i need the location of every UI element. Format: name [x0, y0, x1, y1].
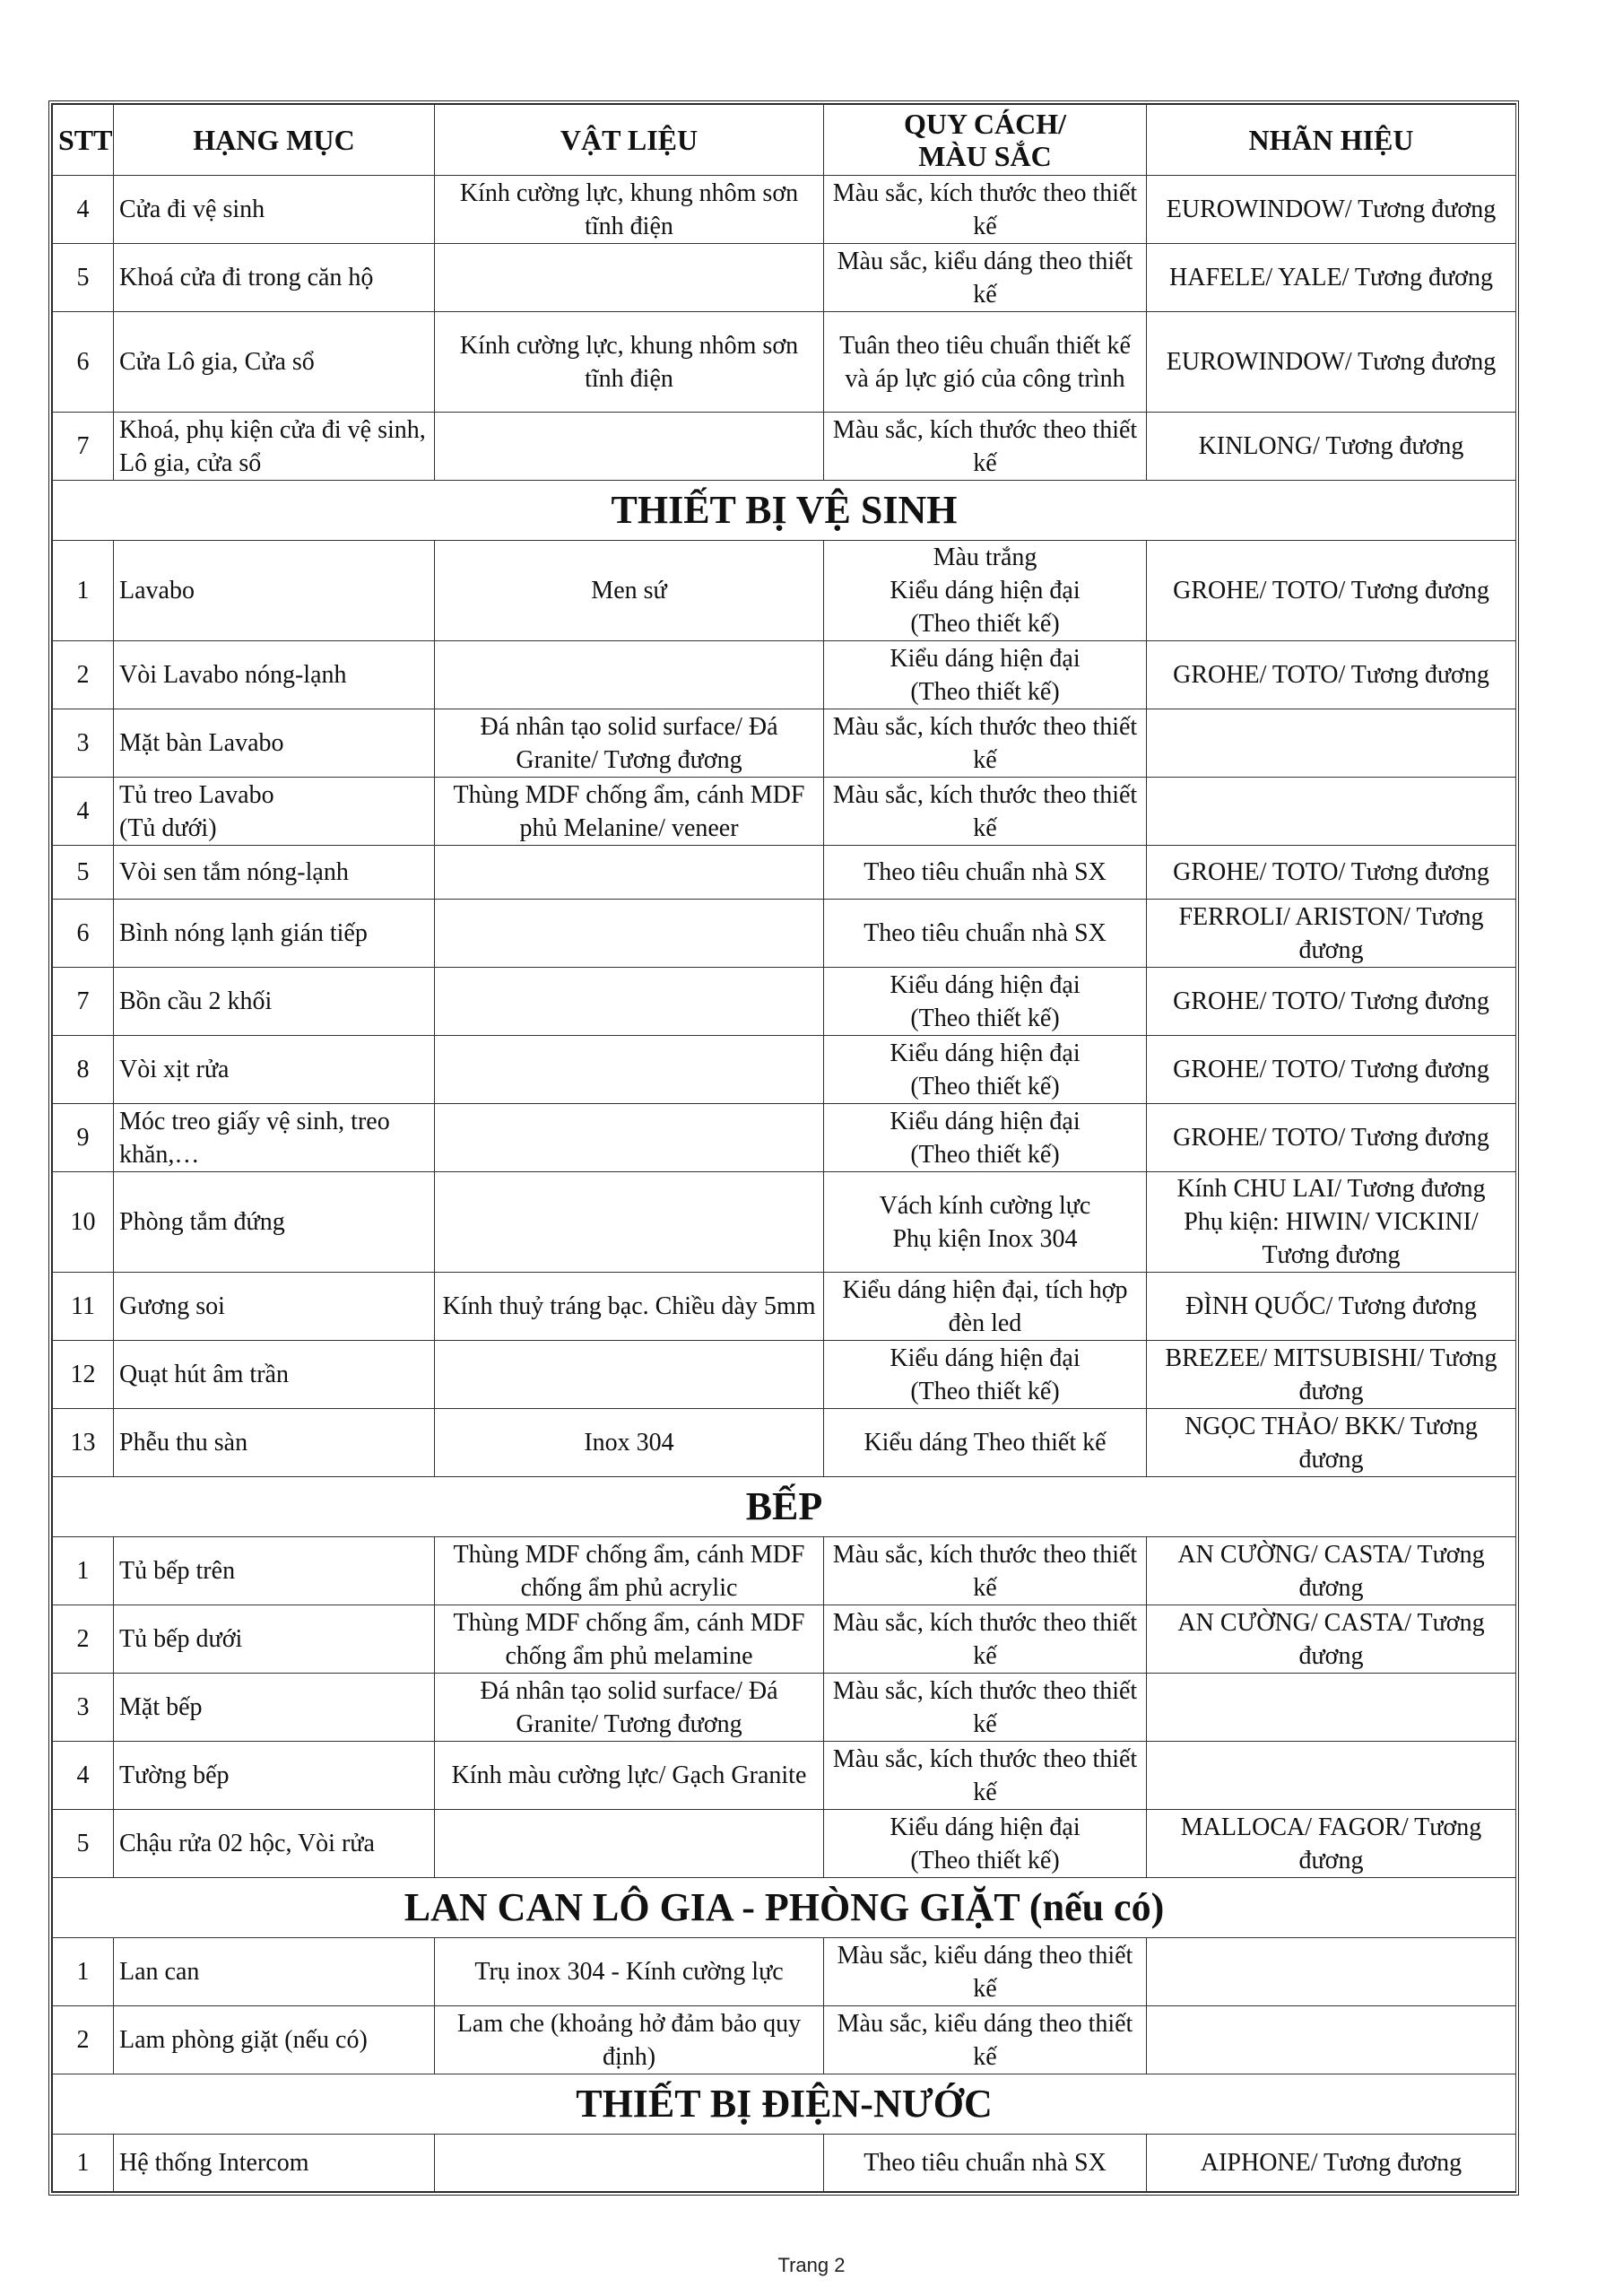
cell-brand: MALLOCA/ FAGOR/ Tương đương — [1147, 1810, 1516, 1878]
cell-spec: Màu sắc, kích thước theo thiết kế — [824, 778, 1147, 846]
col-header-spec-line2: MÀU SẮC — [918, 140, 1052, 172]
cell-stt: 7 — [53, 968, 114, 1036]
cell-material: Thùng MDF chống ẩm, cánh MDF chống ẩm phủ acrylic — [435, 1537, 824, 1605]
cell-item: Cửa đi vệ sinh — [114, 176, 435, 244]
cell-brand: NGỌC THẢO/ BKK/ Tương đương — [1147, 1409, 1516, 1477]
cell-material — [435, 2135, 824, 2192]
cell-spec: Màu sắc, kiểu dáng theo thiết kế — [824, 2006, 1147, 2074]
cell-item: Bồn cầu 2 khối — [114, 968, 435, 1036]
cell-brand: AIPHONE/ Tương đương — [1147, 2135, 1516, 2192]
cell-brand: KINLONG/ Tương đương — [1147, 413, 1516, 481]
table-row — [53, 413, 1516, 481]
material-spec-table — [52, 104, 1516, 2192]
col-header-brand: NHÃN HIỆU — [1147, 105, 1516, 176]
cell-item: Tủ bếp dưới — [114, 1605, 435, 1674]
cell-spec: Kiểu dáng hiện đại (Theo thiết kế) — [824, 968, 1147, 1036]
cell-item: Lavabo — [114, 541, 435, 641]
cell-stt: 4 — [53, 176, 114, 244]
cell-brand: ĐÌNH QUỐC/ Tương đương — [1147, 1273, 1516, 1341]
cell-material — [435, 1810, 824, 1878]
cell-material: Trụ inox 304 - Kính cường lực — [435, 1938, 824, 2006]
cell-item: Lam phòng giặt (nếu có) — [114, 2006, 435, 2074]
cell-stt: 8 — [53, 1036, 114, 1104]
table-row — [53, 641, 1516, 709]
cell-item: Phễu thu sàn — [114, 1409, 435, 1477]
cell-stt: 6 — [53, 900, 114, 968]
cell-material: Men sứ — [435, 541, 824, 641]
table-row — [53, 1537, 1516, 1605]
cell-stt: 4 — [53, 778, 114, 846]
table-row — [53, 541, 1516, 641]
table-row — [53, 1742, 1516, 1810]
cell-brand: EUROWINDOW/ Tương đương — [1147, 176, 1516, 244]
cell-material: Thùng MDF chống ẩm, cánh MDF chống ẩm phủ melamine — [435, 1605, 824, 1674]
cell-brand: AN CƯỜNG/ CASTA/ Tương đương — [1147, 1605, 1516, 1674]
cell-brand: GROHE/ TOTO/ Tương đương — [1147, 541, 1516, 641]
cell-spec: Màu sắc, kích thước theo thiết kế — [824, 1605, 1147, 1674]
cell-spec: Theo tiêu chuẩn nhà SX — [824, 846, 1147, 900]
cell-material: Kính màu cường lực/ Gạch Granite — [435, 1742, 824, 1810]
cell-spec: Màu sắc, kích thước theo thiết kế — [824, 1674, 1147, 1742]
cell-item: Vòi xịt rửa — [114, 1036, 435, 1104]
table-row — [53, 2006, 1516, 2074]
cell-spec: Màu sắc, kiểu dáng theo thiết kế — [824, 1938, 1147, 2006]
cell-brand: EUROWINDOW/ Tương đương — [1147, 312, 1516, 413]
cell-stt: 11 — [53, 1273, 114, 1341]
cell-stt: 2 — [53, 1605, 114, 1674]
cell-material: Inox 304 — [435, 1409, 824, 1477]
table-row — [53, 968, 1516, 1036]
cell-spec: Kiểu dáng Theo thiết kế — [824, 1409, 1147, 1477]
cell-stt: 1 — [53, 2135, 114, 2192]
table-row — [53, 1409, 1516, 1477]
cell-item: Gương soi — [114, 1273, 435, 1341]
cell-brand: AN CƯỜNG/ CASTA/ Tương đương — [1147, 1537, 1516, 1605]
page-number: Trang 2 — [777, 2254, 846, 2276]
section-title-electrical: THIẾT BỊ ĐIỆN-NƯỚC — [53, 2074, 1516, 2135]
cell-stt: 3 — [53, 1674, 114, 1742]
section-title-balcony: LAN CAN LÔ GIA - PHÒNG GIẶT (nếu có) — [53, 1878, 1516, 1938]
cell-stt: 4 — [53, 1742, 114, 1810]
cell-brand — [1147, 1742, 1516, 1810]
table-row — [53, 1273, 1516, 1341]
cell-item: Tủ bếp trên — [114, 1537, 435, 1605]
cell-material: Thùng MDF chống ẩm, cánh MDF phủ Melanine/ veneer — [435, 778, 824, 846]
table-row — [53, 846, 1516, 900]
section-title-sanitary: THIẾT BỊ VỆ SINH — [53, 481, 1516, 541]
cell-brand — [1147, 1938, 1516, 2006]
section-row-electrical — [53, 2074, 1516, 2135]
cell-item: Tường bếp — [114, 1742, 435, 1810]
cell-stt: 12 — [53, 1341, 114, 1409]
cell-brand: BREZEE/ MITSUBISHI/ Tương đương — [1147, 1341, 1516, 1409]
cell-material — [435, 968, 824, 1036]
cell-item: Vòi sen tắm nóng-lạnh — [114, 846, 435, 900]
cell-stt: 5 — [53, 1810, 114, 1878]
cell-item: Bình nóng lạnh gián tiếp — [114, 900, 435, 968]
cell-stt: 5 — [53, 244, 114, 312]
cell-material — [435, 641, 824, 709]
cell-item: Chậu rửa 02 hộc, Vòi rửa — [114, 1810, 435, 1878]
cell-stt: 3 — [53, 709, 114, 778]
section-row-sanitary — [53, 481, 1516, 541]
cell-spec: Màu sắc, kích thước theo thiết kế — [824, 1742, 1147, 1810]
cell-brand — [1147, 709, 1516, 778]
cell-stt: 5 — [53, 846, 114, 900]
cell-spec: Kiểu dáng hiện đại (Theo thiết kế) — [824, 641, 1147, 709]
table-row — [53, 1036, 1516, 1104]
cell-spec: Kiểu dáng hiện đại (Theo thiết kế) — [824, 1036, 1147, 1104]
cell-material — [435, 413, 824, 481]
cell-spec: Màu sắc, kích thước theo thiết kế — [824, 176, 1147, 244]
cell-material: Đá nhân tạo solid surface/ Đá Granite/ Tương đương — [435, 1674, 824, 1742]
table-row — [53, 1938, 1516, 2006]
cell-stt: 1 — [53, 1537, 114, 1605]
cell-spec: Màu trắng Kiểu dáng hiện đại (Theo thiết kế) — [824, 541, 1147, 641]
cell-spec: Kiểu dáng hiện đại (Theo thiết kế) — [824, 1104, 1147, 1172]
cell-stt: 1 — [53, 1938, 114, 2006]
section-row-balcony — [53, 1878, 1516, 1938]
cell-material — [435, 846, 824, 900]
cell-material: Kính cường lực, khung nhôm sơn tĩnh điện — [435, 312, 824, 413]
table-row — [53, 1605, 1516, 1674]
cell-brand: FERROLI/ ARISTON/ Tương đương — [1147, 900, 1516, 968]
section-title-kitchen: BẾP — [53, 1477, 1516, 1537]
cell-brand: GROHE/ TOTO/ Tương đương — [1147, 846, 1516, 900]
table-row — [53, 1172, 1516, 1273]
cell-brand: Kính CHU LAI/ Tương đương Phụ kiện: HIWIN/ VICKINI/ Tương đương — [1147, 1172, 1516, 1273]
cell-spec: Màu sắc, kích thước theo thiết kế — [824, 1537, 1147, 1605]
table-row — [53, 709, 1516, 778]
col-header-stt: STT — [53, 105, 114, 176]
cell-brand: GROHE/ TOTO/ Tương đương — [1147, 1104, 1516, 1172]
spec-table-frame — [48, 100, 1519, 2196]
table-row — [53, 1674, 1516, 1742]
table-row — [53, 312, 1516, 413]
cell-spec: Vách kính cường lực Phụ kiện Inox 304 — [824, 1172, 1147, 1273]
cell-item: Phòng tắm đứng — [114, 1172, 435, 1273]
cell-item: Cửa Lô gia, Cửa sổ — [114, 312, 435, 413]
cell-brand — [1147, 778, 1516, 846]
cell-material — [435, 900, 824, 968]
cell-brand — [1147, 1674, 1516, 1742]
cell-spec: Màu sắc, kích thước theo thiết kế — [824, 413, 1147, 481]
cell-spec: Màu sắc, kiểu dáng theo thiết kế — [824, 244, 1147, 312]
col-header-material: VẬT LIỆU — [435, 105, 824, 176]
cell-item: Mặt bàn Lavabo — [114, 709, 435, 778]
cell-item: Tủ treo Lavabo (Tủ dưới) — [114, 778, 435, 846]
cell-material: Đá nhân tạo solid surface/ Đá Granite/ Tương đương — [435, 709, 824, 778]
col-header-item: HẠNG MỤC — [114, 105, 435, 176]
cell-spec: Màu sắc, kích thước theo thiết kế — [824, 709, 1147, 778]
cell-item: Móc treo giấy vệ sinh, treo khăn,… — [114, 1104, 435, 1172]
table-row — [53, 900, 1516, 968]
cell-item: Khoá, phụ kiện cửa đi vệ sinh, Lô gia, cửa sổ — [114, 413, 435, 481]
table-row — [53, 1810, 1516, 1878]
cell-stt: 2 — [53, 641, 114, 709]
table-row — [53, 176, 1516, 244]
cell-spec: Theo tiêu chuẩn nhà SX — [824, 2135, 1147, 2192]
col-header-spec — [824, 105, 1147, 176]
cell-spec: Kiểu dáng hiện đại (Theo thiết kế) — [824, 1810, 1147, 1878]
cell-brand: HAFELE/ YALE/ Tương đương — [1147, 244, 1516, 312]
cell-stt: 13 — [53, 1409, 114, 1477]
cell-stt: 10 — [53, 1172, 114, 1273]
cell-stt: 6 — [53, 312, 114, 413]
table-body — [53, 176, 1516, 2192]
cell-item: Vòi Lavabo nóng-lạnh — [114, 641, 435, 709]
cell-spec: Kiểu dáng hiện đại, tích hợp đèn led — [824, 1273, 1147, 1341]
cell-material — [435, 244, 824, 312]
table-row — [53, 1104, 1516, 1172]
cell-brand: GROHE/ TOTO/ Tương đương — [1147, 968, 1516, 1036]
cell-spec: Theo tiêu chuẩn nhà SX — [824, 900, 1147, 968]
cell-item: Hệ thống Intercom — [114, 2135, 435, 2192]
cell-material — [435, 1036, 824, 1104]
cell-brand: GROHE/ TOTO/ Tương đương — [1147, 641, 1516, 709]
cell-material — [435, 1341, 824, 1409]
cell-item: Khoá cửa đi trong căn hộ — [114, 244, 435, 312]
cell-stt: 7 — [53, 413, 114, 481]
cell-brand: GROHE/ TOTO/ Tương đương — [1147, 1036, 1516, 1104]
cell-item: Lan can — [114, 1938, 435, 2006]
cell-material: Kính cường lực, khung nhôm sơn tĩnh điện — [435, 176, 824, 244]
cell-material — [435, 1104, 824, 1172]
cell-spec: Kiểu dáng hiện đại (Theo thiết kế) — [824, 1341, 1147, 1409]
cell-item: Quạt hút âm trần — [114, 1341, 435, 1409]
cell-item: Mặt bếp — [114, 1674, 435, 1742]
table-row — [53, 2135, 1516, 2192]
cell-material — [435, 1172, 824, 1273]
cell-material: Lam che (khoảng hở đảm bảo quy định) — [435, 2006, 824, 2074]
cell-stt: 2 — [53, 2006, 114, 2074]
section-row-kitchen — [53, 1477, 1516, 1537]
table-row — [53, 1341, 1516, 1409]
cell-stt: 9 — [53, 1104, 114, 1172]
table-row — [53, 778, 1516, 846]
table-row — [53, 244, 1516, 312]
cell-spec: Tuân theo tiêu chuẩn thiết kế và áp lực gió của công trình — [824, 312, 1147, 413]
cell-brand — [1147, 2006, 1516, 2074]
col-header-spec-line1: QUY CÁCH/ — [903, 108, 1067, 140]
table-header-row — [53, 105, 1516, 176]
cell-material: Kính thuỷ tráng bạc. Chiều dày 5mm — [435, 1273, 824, 1341]
cell-stt: 1 — [53, 541, 114, 641]
